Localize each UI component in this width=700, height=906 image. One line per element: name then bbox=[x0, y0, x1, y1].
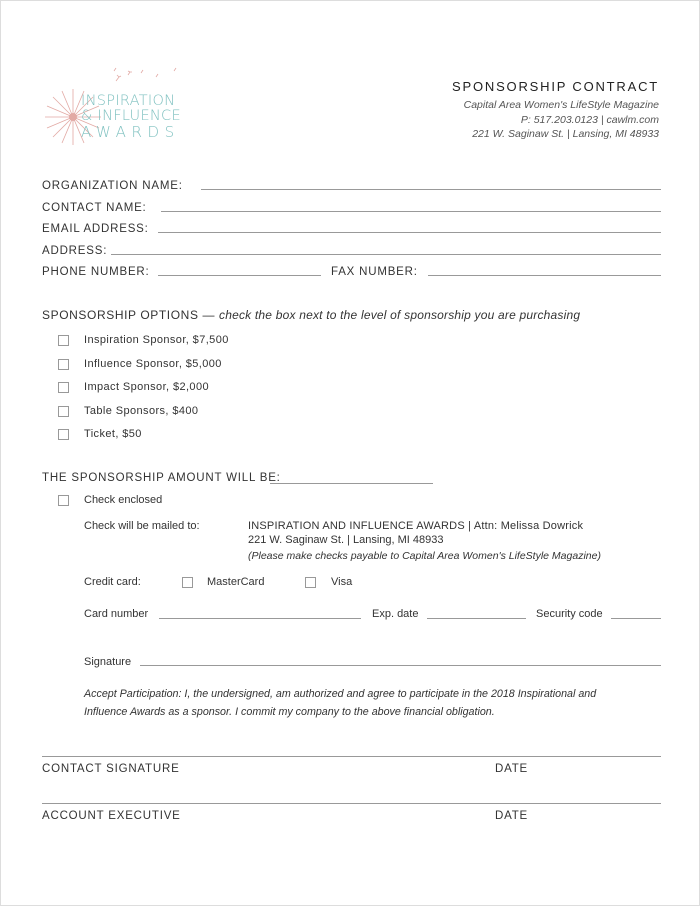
sponsorship-option-label: Inspiration Sponsor, $7,500 bbox=[84, 334, 229, 346]
options-heading-label: SPONSORSHIP OPTIONS — bbox=[42, 308, 216, 322]
card-number-field[interactable] bbox=[159, 618, 361, 619]
sponsorship-option-label: Influence Sponsor, $5,000 bbox=[84, 357, 222, 370]
check-enclosed-label: Check enclosed bbox=[84, 494, 163, 506]
mastercard-checkbox[interactable] bbox=[182, 577, 193, 588]
visa-checkbox[interactable] bbox=[305, 577, 316, 588]
organization-name-label: ORGANIZATION NAME: bbox=[42, 180, 183, 192]
signature-label: Signature bbox=[84, 656, 132, 668]
mail-address-line2: 221 W. Saginaw St. | Lansing, MI 48933 bbox=[248, 534, 444, 546]
fax-field[interactable] bbox=[428, 275, 661, 276]
mastercard-label: MasterCard bbox=[207, 576, 265, 588]
logo-text-line1: INSPIRATION bbox=[81, 93, 176, 109]
account-executive-field[interactable] bbox=[42, 803, 661, 804]
sponsorship-option-label: Ticket, $50 bbox=[84, 428, 142, 440]
exp-date-label: Exp. date bbox=[372, 608, 419, 620]
phone-field[interactable] bbox=[158, 275, 321, 276]
sponsorship-option-label: Table Sponsors, $400 bbox=[84, 404, 199, 417]
contact-signature-field[interactable] bbox=[42, 756, 661, 757]
options-instruction: check the box next to the level of sponsorship you are purchasing bbox=[219, 308, 581, 322]
amount-field[interactable] bbox=[270, 483, 433, 484]
security-code-field[interactable] bbox=[611, 618, 661, 619]
fax-label: FAX NUMBER: bbox=[331, 266, 418, 278]
check-enclosed-checkbox[interactable] bbox=[58, 495, 69, 506]
sponsorship-option-checkbox[interactable] bbox=[58, 406, 69, 417]
contact-name-label: CONTACT NAME: bbox=[42, 202, 147, 214]
address-field[interactable] bbox=[111, 254, 661, 255]
payable-note: (Please make checks payable to Capital Area Women's LifeStyle Magazine) bbox=[248, 550, 601, 562]
contact-date-label: DATE bbox=[495, 763, 529, 775]
mailed-to-label: Check will be mailed to: bbox=[84, 520, 200, 532]
contact-signature-label: CONTACT SIGNATURE bbox=[42, 763, 180, 775]
sponsorship-option-checkbox[interactable] bbox=[58, 382, 69, 393]
logo bbox=[41, 67, 216, 157]
mail-address-line1: INSPIRATION AND INFLUENCE AWARDS | Attn: Melissa Dowrick bbox=[248, 520, 584, 532]
credit-card-label: Credit card: bbox=[84, 576, 141, 588]
security-code-label: Security code bbox=[536, 608, 603, 620]
contact-name-field[interactable] bbox=[161, 211, 661, 212]
publisher-address: 221 W. Saginaw St. | Lansing, MI 48933 bbox=[472, 128, 659, 140]
email-label: EMAIL ADDRESS: bbox=[42, 223, 149, 235]
sponsorship-option-checkbox[interactable] bbox=[58, 429, 69, 440]
card-number-label: Card number bbox=[84, 608, 149, 620]
phone-label: PHONE NUMBER: bbox=[42, 266, 150, 278]
seed-icons bbox=[96, 67, 206, 87]
executive-date-label: DATE bbox=[495, 810, 529, 822]
logo-text-line2: & INFLUENCE bbox=[81, 108, 181, 124]
account-executive-label: ACCOUNT EXECUTIVE bbox=[42, 810, 181, 822]
accept-participation-line2: Influence Awards as a sponsor. I commit my company to the above financial obligation. bbox=[84, 706, 495, 718]
organization-name-field[interactable] bbox=[201, 189, 661, 190]
accept-participation-line1: Accept Participation: I, the undersigned, am authorized and agree to participate in the 2018 Inspirational and bbox=[84, 688, 597, 700]
amount-label: THE SPONSORSHIP AMOUNT WILL BE: bbox=[42, 472, 281, 484]
visa-label: Visa bbox=[331, 576, 353, 588]
sponsorship-option-checkbox[interactable] bbox=[58, 359, 69, 370]
sponsorship-option-label: Impact Sponsor, $2,000 bbox=[84, 381, 209, 393]
address-label: ADDRESS: bbox=[42, 245, 108, 257]
document-title: SPONSORSHIP CONTRACT bbox=[452, 79, 659, 94]
sponsorship-options-heading bbox=[42, 308, 580, 322]
signature-field[interactable] bbox=[140, 665, 661, 666]
email-field[interactable] bbox=[158, 232, 661, 233]
publisher-name: Capital Area Women's LifeStyle Magazine bbox=[463, 99, 659, 111]
publisher-contact: P: 517.203.0123 | cawlm.com bbox=[520, 114, 659, 126]
exp-date-field[interactable] bbox=[427, 618, 526, 619]
sponsorship-option-checkbox[interactable] bbox=[58, 335, 69, 346]
logo-text-line3: AWARDS bbox=[81, 123, 180, 141]
